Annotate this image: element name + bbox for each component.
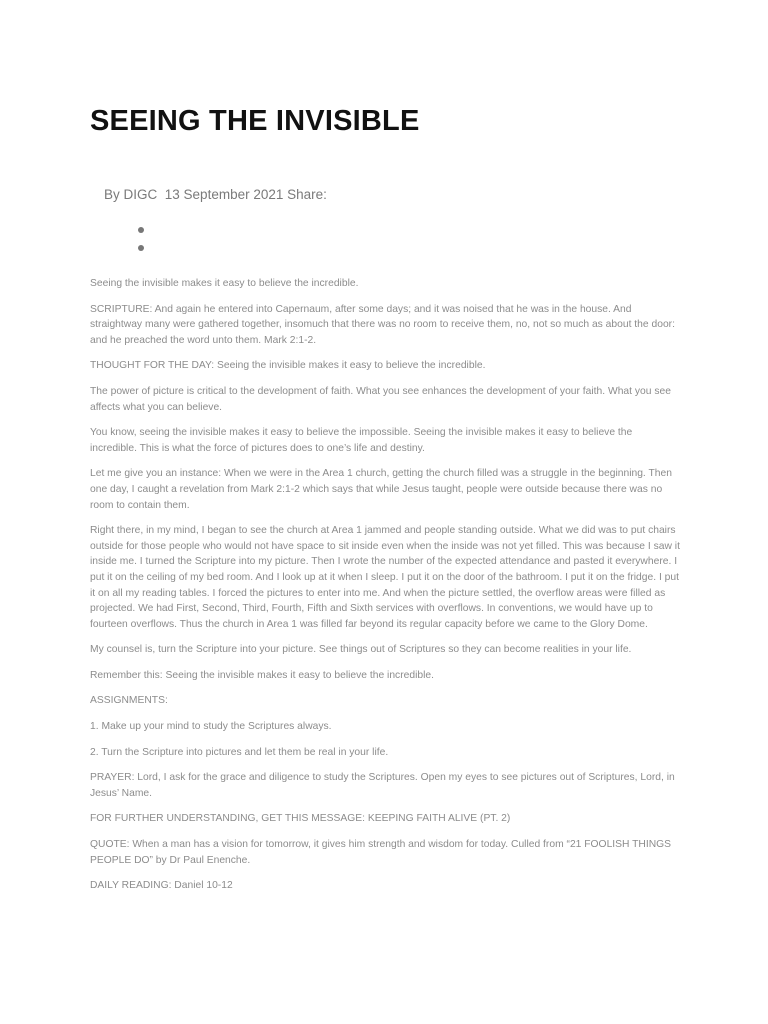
byline-date: 13 September 2021: [164, 187, 284, 202]
paragraph-prayer: PRAYER: Lord, I ask for the grace and diligence to study the Scriptures. Open my eyes to see pictures out of Scriptures, Lord, in Jesus’ Name.: [90, 772, 675, 799]
assignment-item: 2. Turn the Scripture into pictures and let them be real in your life.: [90, 746, 389, 758]
bullet-icon: [138, 227, 144, 233]
byline: [104, 186, 327, 204]
paragraph-remember: Remember this: Seeing the invisible makes it easy to believe the incredible.: [90, 669, 434, 681]
byline-share-label: Share:: [287, 187, 327, 202]
assignment-item: 1. Make up your mind to study the Scriptures always.: [90, 721, 332, 733]
article-body: [90, 276, 682, 904]
paragraph-body: Let me give you an instance: When we were in the Area 1 church, getting the church filled was a struggle in the beginning. Then one day, I caught a revelation from Mark 2:1-2 which says that while Jesus taught, people were outside because there was no room to contain them.: [90, 468, 672, 511]
page-title: SEEING THE INVISIBLE: [90, 105, 420, 137]
paragraph-body: Right there, in my mind, I began to see the church at Area 1 jammed and people standing outside. What we did was to put chairs outside for those people who would not have space to sit inside even when the inside was not yet filled. This was because I saw it inside me. I turned the Scripture into my picture. Then I wrote the number of the expected attendance and pasted it everywhere. I put it on the ceiling of my bed room. And I look up at it when I sleep. I put it on the door of the bathroom. I put it on the fridge. I put it on all my reading tables. I forced the pictures to enter into me. And when the picture settled, the overflow areas were filled as projected. We had First, Second, Third, Fourth, Fifth and Sixth services with overflows. In conventions, we would have up to fourteen overflows. Thus the church in Area 1 was filled far beyond its regular capacity before we came to the Glory Dome.: [90, 525, 680, 630]
paragraph-thought: THOUGHT FOR THE DAY: Seeing the invisible makes it easy to believe the incredible.: [90, 360, 486, 372]
bullet-icon: [138, 245, 144, 251]
paragraph-further-understanding: FOR FURTHER UNDERSTANDING, GET THIS MESSAGE: KEEPING FAITH ALIVE (PT. 2): [90, 813, 511, 825]
byline-author: By DIGC: [104, 187, 158, 202]
paragraph-body: The power of picture is critical to the development of faith. What you see enhances the development of your faith. What you see affects what you can believe.: [90, 385, 671, 413]
paragraph-daily-reading: DAILY READING: Daniel 10-12: [90, 880, 233, 892]
paragraph-counsel: My counsel is, turn the Scripture into your picture. See things out of Scriptures so they can become realities in your life.: [90, 644, 632, 656]
paragraph-body: You know, seeing the invisible makes it easy to believe the impossible. Seeing the invisible makes it easy to believe the incredible. This is what the force of pictures does to one’s life and destiny.: [90, 427, 633, 454]
paragraph-scripture: SCRIPTURE: And again he entered into Capernaum, after some days; and it was noised that he was in the house. And straightway many were gathered together, insomuch that there was no room to receive them, no, not so much as about the door: and he preached the word unto them. Mark 2:1-2.: [90, 303, 675, 346]
paragraph-intro: Seeing the invisible makes it easy to believe the incredible.: [90, 278, 359, 289]
assignments-heading: ASSIGNMENTS:: [90, 695, 168, 707]
paragraph-quote: QUOTE: When a man has a vision for tomorrow, it gives him strength and wisdom for today. Culled from “21 FOOLISH THINGS PEOPLE DO” by Dr Paul Enenche.: [90, 839, 672, 866]
